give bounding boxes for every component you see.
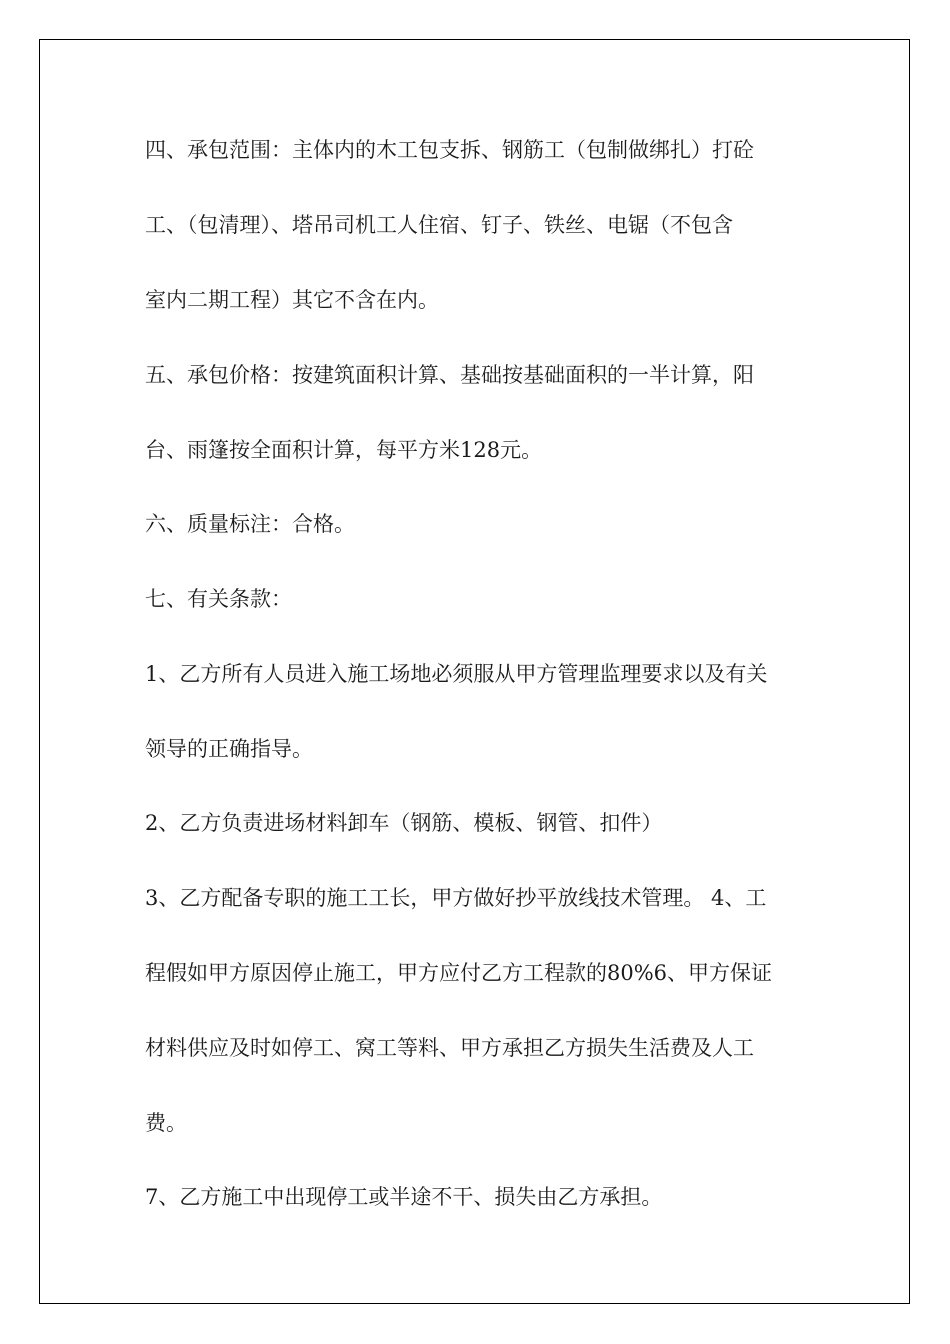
item-6-line-1: 材料供应及时如停工、窝工等料、甲方承担乙方损失生活费及人工 — [145, 1036, 754, 1060]
item-7: 7、乙方施工中出现停工或半途不干、损失由乙方承担。 — [145, 1185, 663, 1209]
item-2: 2、乙方负责进场材料卸车（钢筋、模板、钢管、扣件） — [145, 811, 663, 835]
clause-4-line-2: 工、（包清理）、塔吊司机工人住宿、钉子、铁丝、电锯（不包含 — [145, 213, 733, 237]
clause-6: 六、质量标注：合格。 — [145, 512, 355, 536]
clause-5-line-1: 五、承包价格：按建筑面积计算、基础按基础面积的一半计算，阳 — [145, 363, 754, 387]
clause-4-line-3: 室内二期工程）其它不含在内。 — [145, 288, 439, 312]
item-1-line-1: 1、乙方所有人员进入施工场地必须服从甲方管理监理要求以及有关 — [145, 662, 768, 686]
item-3-line-1: 3、乙方配备专职的施工工长，甲方做好抄平放线技术管理。 4、工 — [145, 886, 767, 910]
item-1-line-2: 领导的正确指导。 — [145, 737, 313, 761]
clause-4-line-1: 四、承包范围：主体内的木工包支拆、钢筋工（包制做绑扎）打砼 — [145, 138, 754, 162]
clause-5-line-2: 台、雨篷按全面积计算，每平方米128元。 — [145, 438, 543, 462]
item-4-line-2: 程假如甲方原因停止施工，甲方应付乙方工程款的80%6、甲方保证 — [145, 961, 773, 985]
item-6-line-2: 费。 — [145, 1111, 187, 1135]
clause-7-heading: 七、有关条款： — [145, 587, 292, 611]
